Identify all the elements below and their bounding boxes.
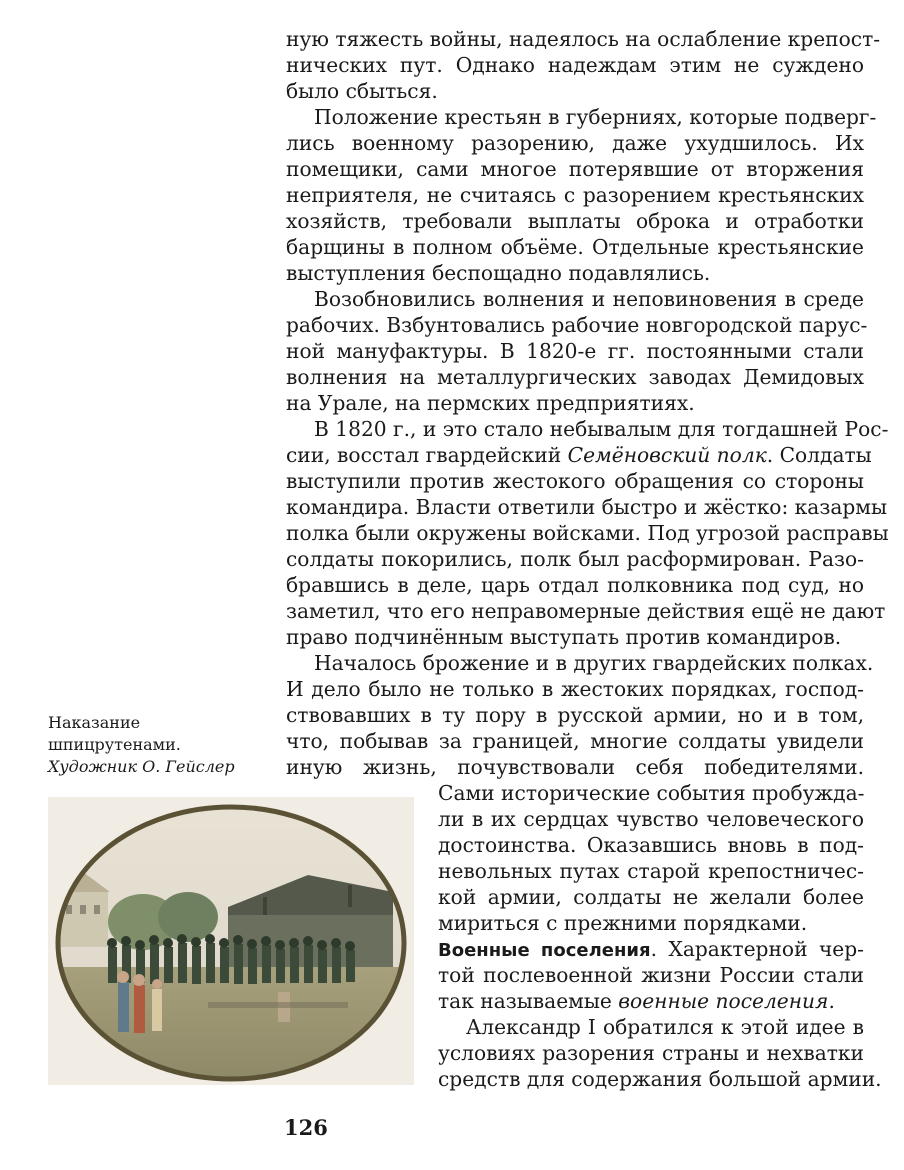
text-line: барщины в полном объёме. Отдельные крестьянские bbox=[286, 235, 864, 259]
paragraph-start: Положение крестьян в губерниях, которые подверг- bbox=[314, 105, 877, 129]
illustration-image bbox=[48, 797, 414, 1085]
text-line: бравшись в деле, царь отдал полковника под суд, но bbox=[286, 573, 864, 597]
caption-line: Наказание bbox=[48, 713, 141, 732]
illustration-caption bbox=[48, 712, 235, 778]
text-line: кой армии, солдаты не желали более bbox=[438, 885, 864, 909]
section-heading-line bbox=[438, 936, 864, 964]
text-span: . Характерной чер- bbox=[650, 937, 864, 961]
text-line: той послевоенной жизни России стали bbox=[438, 963, 864, 987]
text-line: Сами исторические события пробужда- bbox=[438, 781, 865, 805]
text-line: нических пут. Однако надеждам этим не суждено bbox=[286, 53, 864, 77]
text-line: выступили против жестокого обращения со стороны bbox=[286, 469, 864, 493]
text-line: мириться с прежними порядками. bbox=[438, 911, 808, 935]
page-number: 126 bbox=[284, 1115, 328, 1140]
text-line: на Урале, на пермских предприятиях. bbox=[286, 391, 695, 415]
section-heading: Военные поселения bbox=[438, 940, 651, 961]
text-line: ствовавших в ту пору в русской армии, но и в том, bbox=[286, 703, 864, 727]
term-semenovsky-regiment: Семёновский полк bbox=[567, 443, 767, 467]
text-line: ли в их сердцах чувство человеческого bbox=[438, 807, 864, 831]
text-line: неприятеля, не считаясь с разорением крестьянских bbox=[286, 183, 864, 207]
text-line: выступления беспощадно подавлялись. bbox=[286, 261, 711, 285]
paragraph-start: Началось брожение и в других гвардейских полках. bbox=[314, 651, 874, 675]
illustration-gauntlet-punishment bbox=[48, 797, 414, 1085]
text-line: командира. Власти ответили быстро и жёстко: казармы bbox=[286, 495, 888, 519]
text-line bbox=[438, 988, 864, 1014]
paragraph-start: В 1820 г., и это стало небывалым для тогдашней Рос- bbox=[314, 417, 889, 441]
text-line bbox=[286, 442, 872, 468]
text-line: солдаты покорились, полк был расформирован. Разо- bbox=[286, 547, 864, 571]
text-line: достоинства. Оказавшись вновь в под- bbox=[438, 833, 864, 857]
paragraph-start: Возобновились волнения и неповиновения в среде bbox=[314, 287, 864, 311]
text-line: право подчинённым выступать против командиров. bbox=[286, 625, 842, 649]
text-span: . bbox=[828, 989, 835, 1013]
text-line: ную тяжесть войны, надеялось на ослабление крепост- bbox=[286, 27, 881, 51]
text-line: условиях разорения страны и нехватки bbox=[438, 1041, 864, 1065]
caption-artist: Художник О. Гейслер bbox=[48, 757, 235, 776]
text-line: средств для содержания большой армии. bbox=[438, 1067, 882, 1091]
term-military-settlements: военные поселения bbox=[618, 989, 829, 1013]
text-line: хозяйств, требовали выплаты оброка и отработки bbox=[286, 209, 864, 233]
text-span: . Солдаты bbox=[766, 443, 872, 467]
paragraph-start: Александр I обратился к этой идее в bbox=[466, 1015, 864, 1039]
text-line: рабочих. Взбунтовались рабочие новгородской парус- bbox=[286, 313, 868, 337]
text-line: было сбыться. bbox=[286, 79, 438, 103]
text-line: помещики, сами многое потерявшие от вторжения bbox=[286, 157, 864, 181]
text-line: невольных путах старой крепостничес- bbox=[438, 859, 864, 883]
text-line: ной мануфактуры. В 1820-е гг. постоянными стали bbox=[286, 339, 864, 363]
text-line: иную жизнь, почувствовали себя победителями. bbox=[286, 755, 864, 779]
text-line: волнения на металлургических заводах Демидовых bbox=[286, 365, 864, 389]
text-span: сии, восстал гвардейский bbox=[286, 443, 568, 467]
text-line: И дело было не только в жестоких порядках, господ- bbox=[286, 677, 864, 701]
text-line: полка были окружены войсками. Под угрозой расправы bbox=[286, 521, 889, 545]
caption-line: шпицрутенами. bbox=[48, 735, 181, 754]
text-line: что, побывав за границей, многие солдаты увидели bbox=[286, 729, 864, 753]
text-span: так называемые bbox=[438, 989, 619, 1013]
text-line: лись военному разорению, даже ухудшилось. Их bbox=[286, 131, 864, 155]
text-line: заметил, что его неправомерные действия ещё не дают bbox=[286, 599, 886, 623]
